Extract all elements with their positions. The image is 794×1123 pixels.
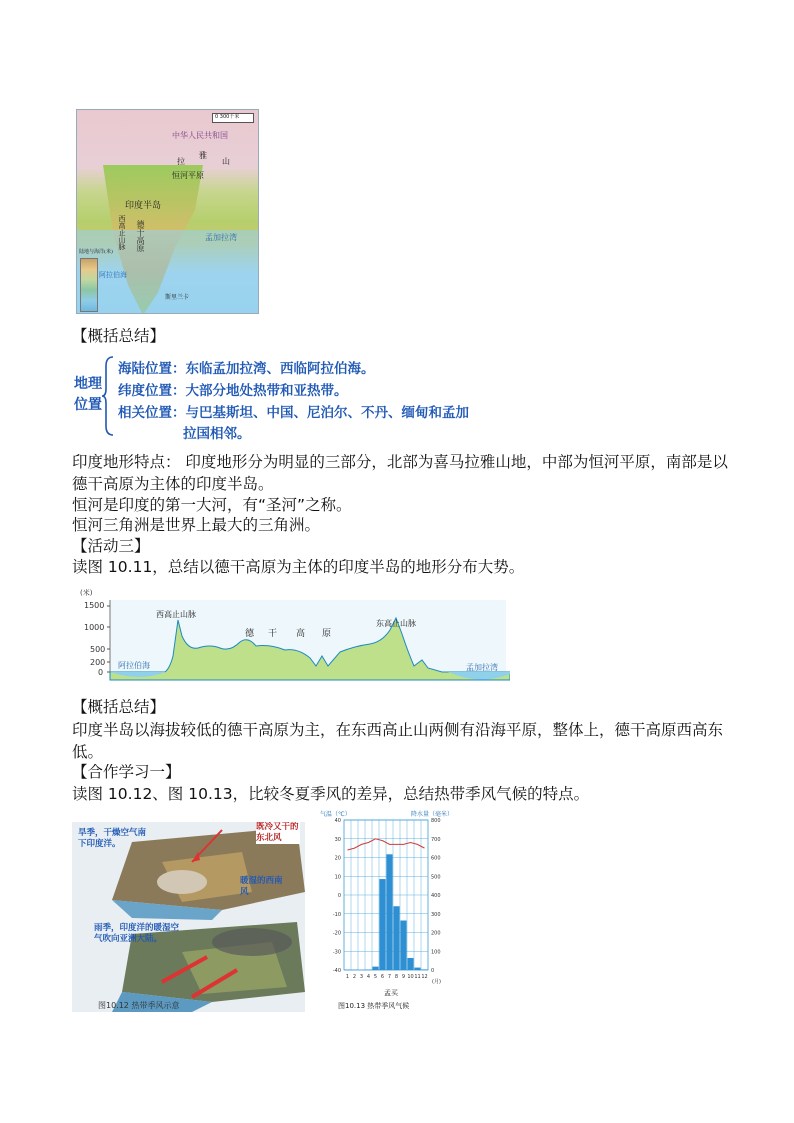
precip-tick: 300	[431, 911, 441, 918]
map-legend-title: 陆地与海洋(米)	[79, 249, 113, 255]
map-label-deccan: 德干高原	[136, 220, 145, 252]
map-label-la: 拉	[177, 157, 185, 166]
precip-bar-5	[372, 967, 378, 970]
temp-axis-title: 气温（℃）	[320, 811, 351, 818]
temp-tick: -40	[332, 968, 341, 974]
summary-heading-1: 【概括总结】	[72, 327, 166, 345]
map-legend	[80, 258, 98, 312]
profile-label-yuan: 原	[322, 629, 332, 639]
precip-tick: 0	[431, 968, 435, 974]
map-label-ya: 雅	[199, 151, 207, 160]
terrain-profile-diagram	[70, 586, 510, 686]
temp-tick: 40	[334, 818, 341, 824]
profile-label-gan: 干	[268, 629, 278, 639]
dry-season-label: 旱季，干燥空气南下印度洋。	[78, 828, 147, 849]
precip-bar-11	[414, 968, 420, 970]
profile-tick-1500: 1500	[84, 601, 105, 610]
southwest-wind-label: 暖湿的西南风	[240, 876, 283, 897]
precip-tick: 600	[431, 855, 441, 862]
month-tick: 4	[366, 974, 371, 980]
month-tick: 3	[359, 974, 364, 980]
activity-question: 读图 10.11，总结以德干高原为主体的印度半岛的地形分布大势。	[72, 558, 525, 576]
summary-heading-2: 【概括总结】	[72, 698, 166, 716]
precip-bar-9	[400, 921, 406, 971]
month-tick: 9	[401, 974, 406, 980]
climate-chart	[316, 808, 468, 1014]
month-tick: 2	[352, 974, 357, 980]
month-tick: 8	[394, 974, 399, 980]
month-tick: 10	[407, 974, 414, 980]
month-tick: 7	[387, 974, 392, 980]
northeast-wind-label: 既冷又干的东北风	[256, 822, 299, 843]
monsoon-caption: 图10.12 热带季风示意	[98, 1001, 180, 1010]
profile-label-arabian-sea: 阿拉伯海	[118, 661, 150, 670]
ganges-delta-note: 恒河三角洲是世界上最大的三角洲。	[72, 516, 321, 534]
precip-tick: 200	[431, 930, 441, 937]
precip-bar-8	[393, 906, 399, 970]
profile-tick-500: 500	[90, 645, 106, 654]
month-unit: (月)	[432, 979, 441, 985]
wet-season-label: 雨季，印度洋的暖湿空气吹向亚洲大陆。	[94, 923, 180, 944]
precip-tick: 500	[431, 874, 441, 881]
monsoon-illustration	[72, 822, 305, 1012]
brace-icon	[102, 356, 114, 436]
relative-position: 相关位置：与巴基斯坦、中国、尼泊尔、不丹、缅甸和孟加	[118, 405, 469, 421]
map-scale-bar: 0 300千米	[212, 113, 254, 123]
precip-bar-6	[379, 879, 385, 970]
map-label-arabian-sea: 阿拉伯海	[99, 271, 127, 279]
station-name: 孟买	[384, 989, 398, 997]
temp-tick: 30	[334, 836, 341, 843]
monsoon-diagram	[72, 822, 305, 1012]
profile-tick-0: 0	[98, 668, 104, 677]
map-label-shan: 山	[222, 157, 230, 166]
india-physical-map	[76, 109, 259, 314]
sea-land-position: 海陆位置：东临孟加拉湾、西临阿拉伯海。	[118, 361, 375, 377]
map-label-ganges-plain: 恒河平原	[172, 171, 204, 180]
precip-bar-10	[407, 958, 413, 970]
precip-bar-12	[421, 969, 427, 970]
ganges-river-note: 恒河是印度的第一大河，有“圣河”之称。	[72, 496, 352, 514]
temp-tick: 20	[334, 855, 341, 862]
profile-unit: (米)	[80, 589, 93, 597]
profile-label-gao: 高	[296, 629, 306, 639]
profile-tick-1000: 1000	[84, 623, 105, 632]
map-label-china: 中华人民共和国	[172, 131, 228, 140]
profile-label-bay-bengal: 孟加拉湾	[466, 663, 498, 672]
precip-tick: 700	[431, 836, 441, 843]
relative-position-cont: 拉国相邻。	[183, 426, 251, 442]
activity-heading: 【活动三】	[72, 537, 150, 555]
coop-question: 读图 10.12、图 10.13，比较冬夏季风的差异，总结热带季风气候的特点。	[72, 785, 590, 803]
climate-caption: 图10.13 热带季风气候	[338, 1002, 410, 1010]
latitude-position: 纬度位置：大部分地处热带和亚热带。	[118, 383, 348, 399]
terrain-features: 印度地形特点： 印度地形分为明显的三部分，北部为喜马拉雅山地，中部为恒河平原，南部是以德干高原为主体的印度半岛。	[72, 453, 728, 493]
profile-label-de: 德	[245, 629, 255, 639]
month-tick: 11	[414, 974, 421, 980]
temp-tick: -30	[332, 949, 341, 956]
month-tick: 5	[373, 974, 378, 980]
profile-tick-200: 200	[90, 658, 106, 667]
month-tick: 12	[421, 974, 428, 980]
precip-tick: 100	[431, 949, 441, 956]
map-label-peninsula: 印度半岛	[125, 201, 162, 211]
month-tick: 6	[380, 974, 385, 980]
precip-bar-7	[386, 854, 392, 970]
month-tick: 1	[345, 974, 350, 980]
temp-tick: 10	[334, 874, 341, 881]
coop-heading: 【合作学习一】	[72, 763, 181, 781]
map-label-sri-lanka: 斯里兰卡	[165, 294, 190, 301]
peninsula-summary: 印度半岛以海拔较低的德干高原为主，在东西高止山两侧有沿海平原，整体上，德干高原西高东低。	[72, 721, 724, 761]
temp-tick: -20	[332, 930, 341, 937]
profile-label-western-ghats: 西高止山脉	[156, 610, 196, 619]
precip-axis-title: 降水量（毫米）	[411, 811, 454, 818]
geo-position-key: 地理位置	[74, 376, 102, 413]
temp-tick: 0	[337, 893, 341, 899]
precip-tick: 400	[431, 893, 441, 899]
precip-tick: 800	[431, 818, 441, 824]
temp-tick: -10	[332, 911, 341, 918]
map-label-bay-bengal: 孟加拉湾	[205, 233, 237, 242]
profile-label-eastern-ghats: 东高止山脉	[376, 619, 416, 628]
map-label-western-ghats: 西高止山脉	[118, 215, 126, 250]
